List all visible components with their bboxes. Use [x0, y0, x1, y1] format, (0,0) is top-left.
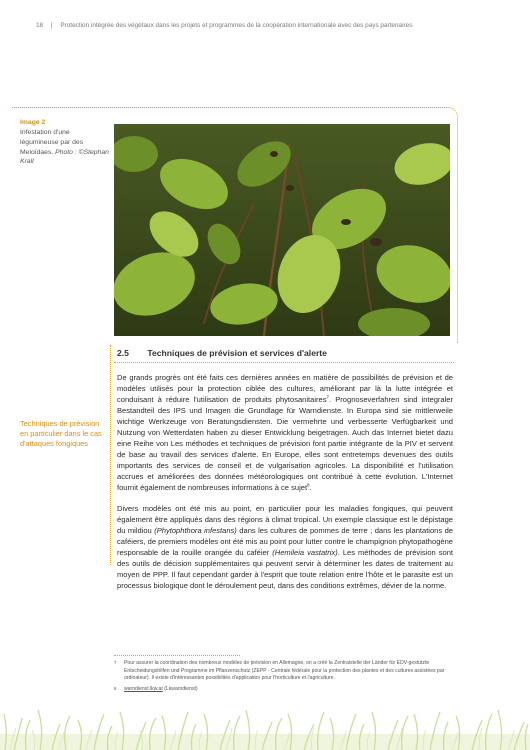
footnote-text: Pour assurer la coordination des nombreux modèles de prévision en Allemagne, on a créé la Zentralstelle der Länder für EDV-gestützte Entscheidungshilfen und Programme im Pflanzenschutz (ZEPP - Centrale fédérale pour la protection des plantes et des cultures assistées par ordinateur). Il existe d'intéressantes possibilités d'application pour l'horticulture et l'agriculture.	[124, 660, 445, 682]
section-title-rule	[114, 362, 454, 363]
footnote-7	[114, 660, 450, 683]
running-title: Protection intégrée des végétaux dans les projets et programmes de la coopération internationale avec des pays partenaires	[60, 22, 413, 29]
footnote-marker: 8	[114, 685, 117, 691]
footnote-marker: 7	[114, 660, 117, 665]
footnote-text: (Lkwarndienst)	[164, 685, 198, 692]
section-number: 2.5	[117, 348, 129, 358]
grass-decoration	[0, 700, 530, 750]
photo-foliage-illustration	[114, 124, 450, 336]
footnote-rule	[114, 655, 240, 656]
paragraph-2-text-c: . Les méthodes de prévision sont des outils de décision supplémentaires qui peuvent servir à déterminer les dates de traitement au moyen de PPP. Il faut cependant garder à l'esprit que toute relation entre l'hôte et le parasite est un processus biologique dont le déroulement peut, dans des conditions extrêmes, dévier de la norme.	[117, 547, 453, 590]
figure-label: Image 2	[20, 119, 46, 126]
footnote-8	[114, 686, 450, 694]
paragraph-1-text-b: . Prognoseverfahren sind integraler Bestandteil des IPS und Imagen die Grundlage für Warndienste. In Europa sind sie mittlerweile wichtige Werkzeuge von Beratungsdiensten. Die vermehrte und verbesserte Verfügbarkeit und Nutzung von Wetterdaten haben zu dieser Entwicklung beigetragen. Auch das Internet bietet dazu eine Reihe von Les méthodes et techniques de prévision font partie intégrante de la PIV et servent de base au travail des services d'alerte. En Europe, elles sont entretemps devenues des outils importants des services de conseil et de vulgarisation agricoles. La disponibilité et l'utilisation accrues et améliorées des données météorologiques ont contribué à cette évolution. L'Internet fournit également de nombreuses informations à ce sujet	[117, 395, 453, 493]
figure-caption	[20, 118, 110, 167]
margin-note: Techniques de prévision en particulier dans le cas d'attaques fongiques	[20, 419, 102, 449]
section-heading	[117, 348, 327, 358]
figure-credit: Photo : ©Stephan Krall	[20, 148, 109, 166]
paragraph-1-text-a: De grands progrès ont été faits ces dernières années en matière de possibilités de prévision et de modèles utilisés pour la protection ciblée des cultures, améliorant par là la lutte intégrée et conduisant à réduire l'utilisation de produits phytosanitaires	[117, 373, 453, 405]
footnote-link[interactable]: warndienst.lkw.at	[124, 685, 163, 692]
footnote-ref-7[interactable]: 7	[326, 394, 330, 400]
page-number: 18	[36, 22, 44, 29]
footnotes	[114, 660, 450, 697]
paragraph-2-text-b: dans les cultures de pommes de terre ; dans les plantations de caféiers, de premiers modèles ont été mis au point pour lutter contre le champignon phytopathogène responsable de la rouille orangée du caféier	[117, 525, 453, 557]
paragraph-1-text-c: .	[309, 483, 312, 493]
paragraph-2-text-a: Divers modèles ont été mis au point, en particulier pour les maladies fongiques, qui peuvent également être appliqués dans des régions à climat tropical. Un exemple classique est le dépistage du mildiou	[117, 503, 453, 535]
section-divider-line	[110, 345, 111, 565]
body-text	[117, 372, 453, 600]
header-separator: |	[50, 22, 53, 29]
paragraph-2	[117, 503, 453, 591]
footnote-ref-8[interactable]: 8	[307, 482, 310, 488]
paragraph-2-italic-b: (Hemileia vastatrix)	[272, 547, 338, 557]
paragraph-1	[117, 372, 453, 493]
figure-caption-text: Infestation d'une légumineuse par des Meloïdaes.	[20, 128, 84, 156]
section-title: Techniques de prévision et services d'alerte	[147, 348, 327, 358]
running-header	[36, 22, 516, 29]
photo-legume-infestation	[114, 124, 450, 336]
paragraph-2-italic-a: (Phytophthora infestans)	[154, 525, 237, 535]
